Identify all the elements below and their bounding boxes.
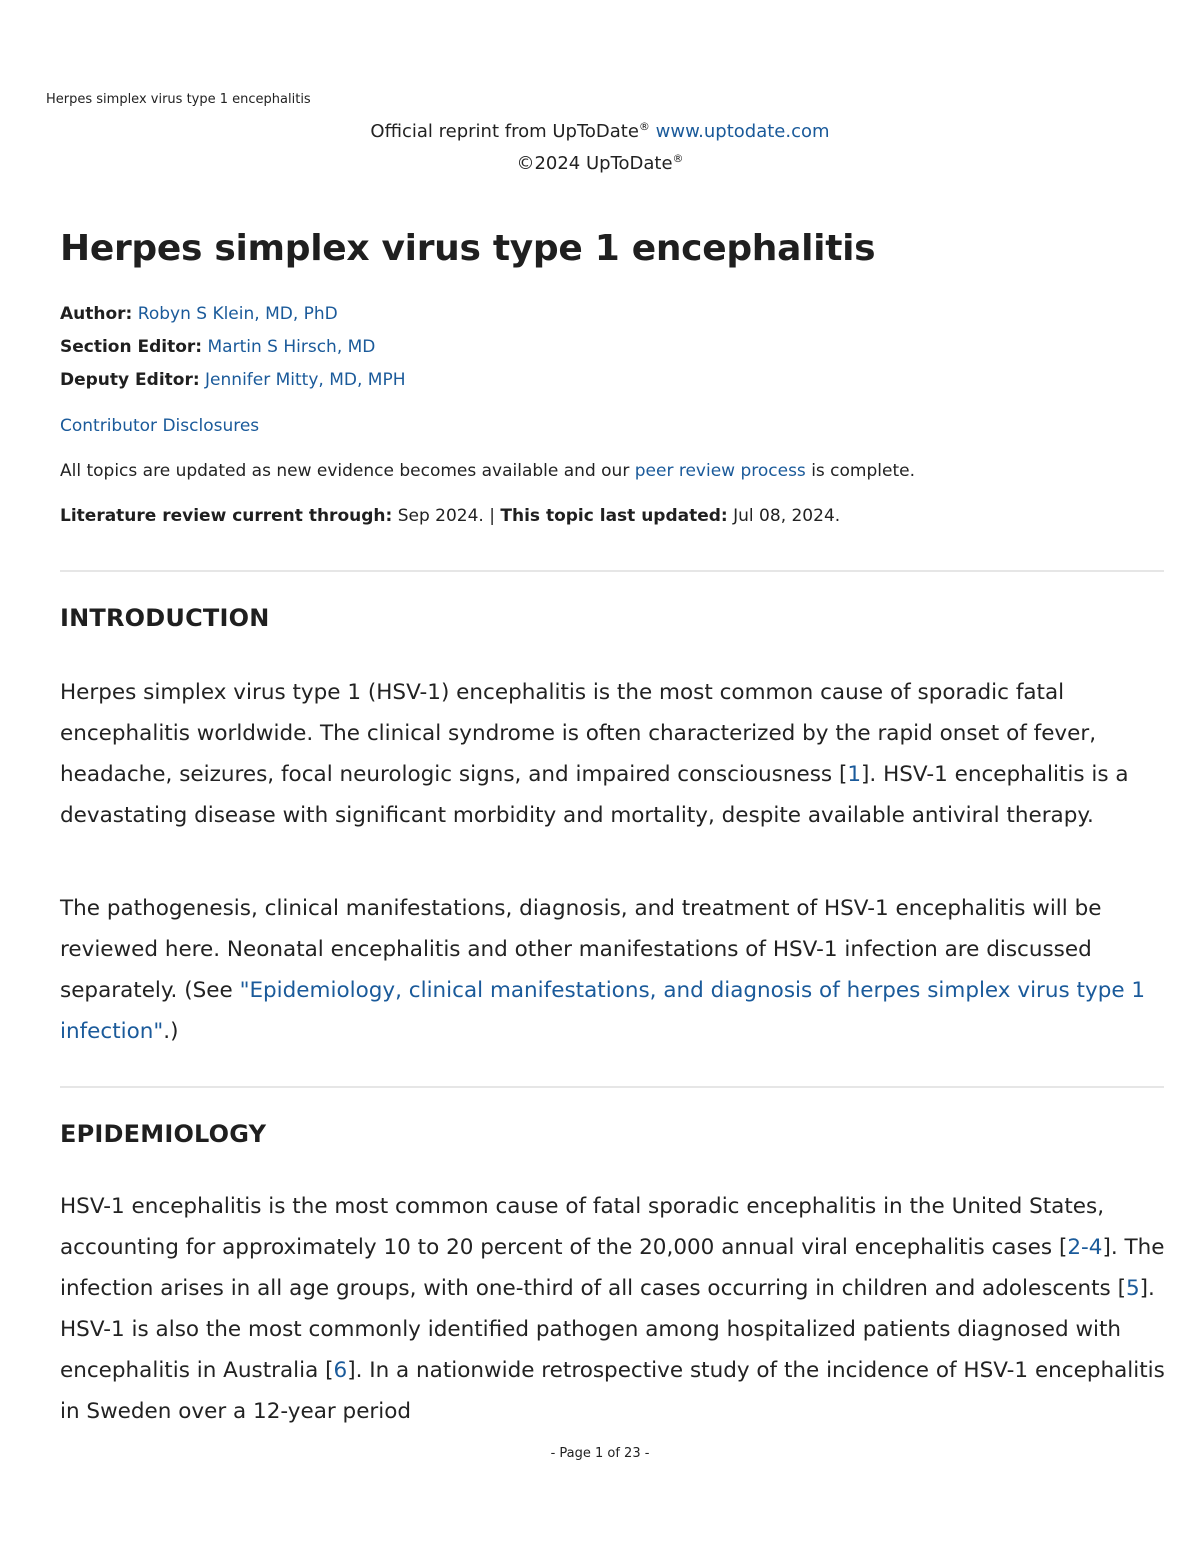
- reference-1-link[interactable]: 1: [847, 762, 862, 787]
- last-updated-label: This topic last updated:: [500, 506, 728, 526]
- author-link[interactable]: Robyn S Klein, MD, PhD: [137, 304, 338, 324]
- epi-text-a: HSV-1 encephalitis is the most common cause of fatal sporadic encephalitis in the United States, accounting for approximately 10 to 20 percent of the 20,000 annual viral encephalitis cases [: [60, 1194, 1105, 1260]
- lit-review-value: Sep 2024.: [397, 506, 484, 526]
- registered-mark-2: ®: [672, 152, 684, 165]
- disclosures-line: [60, 416, 259, 436]
- epi-text-c: ]. HSV-1 is also the most commonly identified pathogen among hospitalized patients diagnosed with encephalitis in Australia [: [60, 1276, 1155, 1383]
- copyright-text: ©2024 UpToDate: [516, 153, 673, 174]
- registered-mark: ®: [638, 120, 650, 133]
- separator: |: [489, 506, 495, 526]
- uptodate-url-link[interactable]: www.uptodate.com: [655, 121, 830, 142]
- introduction-paragraph-1: [60, 672, 1170, 836]
- copyright-line: [0, 152, 1200, 174]
- section-editor-line: [60, 337, 375, 357]
- page-title: Herpes simplex virus type 1 encephalitis: [60, 228, 876, 269]
- epi-text-b: ]. The infection arises in all age groups, with one-third of all cases occurring in children and adolescents [: [60, 1235, 1165, 1301]
- section-editor-label: Section Editor:: [60, 337, 203, 357]
- reference-5-link[interactable]: 5: [1125, 1276, 1140, 1301]
- intro-p2-text-b: .): [163, 1019, 179, 1044]
- update-text-after: is complete.: [811, 461, 915, 481]
- epi-text-d: ]. In a nationwide retrospective study of the incidence of HSV-1 encephalitis in Sweden over a 12-year period: [60, 1358, 1165, 1424]
- introduction-heading: INTRODUCTION: [60, 604, 270, 632]
- lit-review-label: Literature review current through:: [60, 506, 393, 526]
- update-text-before: All topics are updated as new evidence becomes available and our: [60, 461, 630, 481]
- intro-p1-text-a: Herpes simplex virus type 1 (HSV-1) encephalitis is the most common cause of sporadic fatal encephalitis worldwide. The clinical syndrome is often characterized by the rapid onset of fever, headache, seizures, focal neurologic signs, and impaired consciousness [: [60, 680, 1097, 787]
- intro-p1-text-b: ]. HSV-1 encephalitis is a devastating disease with significant morbidity and mortality, despite available antiviral therapy.: [60, 762, 1129, 828]
- reprint-line: [0, 120, 1200, 142]
- epidemiology-topic-link[interactable]: "Epidemiology, clinical manifestations, and diagnosis of herpes simplex virus type 1 infection": [60, 978, 1146, 1044]
- intro-p2-text-a: The pathogenesis, clinical manifestations, diagnosis, and treatment of HSV-1 encephalitis will be reviewed here. Neonatal encephalitis and other manifestations of HSV-1 infection are discussed separately. (See: [60, 896, 1102, 1003]
- page-footer: - Page 1 of 23 -: [550, 1446, 650, 1461]
- contributor-disclosures-link[interactable]: Contributor Disclosures: [60, 416, 260, 436]
- divider: [60, 1086, 1164, 1088]
- review-dates-line: [60, 506, 840, 526]
- epidemiology-paragraph-1: [60, 1186, 1170, 1432]
- update-notice: [60, 461, 915, 481]
- deputy-editor-line: [60, 370, 406, 390]
- reference-2-4-link[interactable]: 2-4: [1067, 1235, 1103, 1260]
- deputy-editor-link[interactable]: Jennifer Mitty, MD, MPH: [205, 370, 406, 390]
- deputy-editor-label: Deputy Editor:: [60, 370, 200, 390]
- running-header: Herpes simplex virus type 1 encephalitis: [46, 92, 311, 107]
- last-updated-value: Jul 08, 2024.: [733, 506, 841, 526]
- reference-6-link[interactable]: 6: [333, 1358, 348, 1383]
- epidemiology-heading: EPIDEMIOLOGY: [60, 1120, 267, 1148]
- divider: [60, 570, 1164, 572]
- peer-review-link[interactable]: peer review process: [634, 461, 806, 481]
- reprint-text: Official reprint from UpToDate: [370, 121, 639, 142]
- author-label: Author:: [60, 304, 133, 324]
- introduction-paragraph-2: [60, 888, 1170, 1052]
- section-editor-link[interactable]: Martin S Hirsch, MD: [207, 337, 376, 357]
- author-line: [60, 304, 338, 324]
